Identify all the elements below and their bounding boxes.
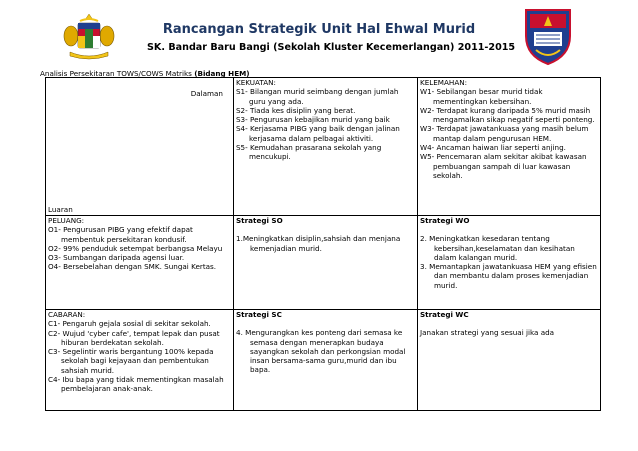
list-item: C1- Pengaruh gejala sosial di sekitar sekolah. [48,319,211,329]
strategi-so-cell [234,216,418,310]
peluang-cell [46,216,234,310]
list-item: C3- Segelintir waris bergantung 100% kepada sekolah bagi kejayaan dan pembentukan sahsiah murid. [48,347,214,375]
list-item: S2- Tiada kes disiplin yang berat. [236,105,356,115]
table-row [46,310,601,411]
peluang-heading: PELUANG: [48,216,85,225]
cabaran-cell [46,310,234,411]
list-item: S1- Bilangan murid seimbang dengan jumlah guru yang ada. [236,87,399,106]
list-item: C4- Ibu bapa yang tidak mementingkan masalah pembelajaran anak-anak. [48,375,224,394]
strategi-wc-heading: Strategi WC [420,310,469,319]
strategi-sc-heading: Strategi SC [236,310,282,319]
kekuatan-cell [234,78,418,216]
page-title: Rancangan Strategik Unit Hal Ehwal Murid [162,22,476,37]
list-item: 3. Memantapkan jawatankuasa HEM yang efisien dan membantu dalam proses kemenjadian murid. [420,262,597,290]
cabaran-heading: CABARAN: [48,310,86,319]
list-item: O4- Bersebelahan dengan SMK. Sungai Kertas. [48,262,217,272]
luaran-label: Luaran [48,204,73,214]
dalam-label: Dalaman [190,89,223,98]
list-item: S3- Pengurusan kebajikan murid yang baik [236,115,390,125]
caption-text: Analisis Persekitaran TOWS/COWS Matriks [40,69,195,78]
list-item: S5- Kemudahan prasarana sekolah yang mencukupi. [236,143,382,162]
list-item: O2- 99% penduduk setempat berbangsa Melayu [48,243,223,253]
list-item: 1.Meningkatkan disiplin,sahsiah dan menjana kemenjadian murid. [236,234,401,253]
strategi-so-heading: Strategi SO [236,216,283,225]
list-item: C2- Wujud 'cyber cafe', tempat lepak dan pusat hiburan berdekatan sekolah. [48,328,220,347]
list-item: W2- Terdapat kurang daripada 5% murid masih mengamalkan sikap negatif seperti ponteng. [420,105,595,125]
table-row [46,216,601,310]
caption-bold: (Bidang HEM) [194,69,250,78]
strategi-sc-cell [234,310,418,411]
list-item: W3- Terdapat jawatankuasa yang masih belum mantap dalam pengurusan HEM. [420,124,589,143]
list-item: O1- Pengurusan PIBG yang efektif dapat membentuk persekitaran kondusif. [48,225,193,244]
dalam-luaran-cell [46,78,234,216]
kelemahan-heading: KELEMAHAN: [420,78,468,87]
list-item: 2. Meningkatkan kesedaran tentang kebersihan,keselamatan dan kesihatan dalam kalangan murid. [420,234,575,262]
strategi-wo-cell [418,216,601,310]
list-item: W5- Pencemaran alam sekitar akibat kawasan pembuangan sampah di luar kawasan sekolah. [420,152,587,180]
list-item: W4- Ancaman haiwan liar seperti anjing. [420,143,566,153]
strategi-wc-cell [418,310,601,411]
list-item: S4- Kerjasama PIBG yang baik dengan jalinan kerjasama dalam pelbagai aktiviti. [236,124,400,143]
kelemahan-cell [418,78,601,216]
list-item: Janakan strategi yang sesuai jika ada [420,328,555,338]
strategi-wo-heading: Strategi WO [420,216,470,225]
kekuatan-heading: KEKUATAN: [236,78,276,87]
page-subtitle: SK. Bandar Baru Bangi (Sekolah Kluster Kecemerlangan) 2011-2015 [147,42,516,53]
table-row [46,78,601,216]
list-item: 4. Mengurangkan kes ponteng dari semasa ke semasa dengan menerapkan budaya sayangkan sekolah dan perkongsian modal insan bersama-sama guru,murid dan ibu bapa. [236,328,406,375]
list-item: O3- Sumbangan daripada agensi luar. [48,253,185,263]
tows-matrix-table [45,77,601,411]
list-item: W1- Sebilangan besar murid tidak mementingkan kebersihan. [420,87,543,106]
